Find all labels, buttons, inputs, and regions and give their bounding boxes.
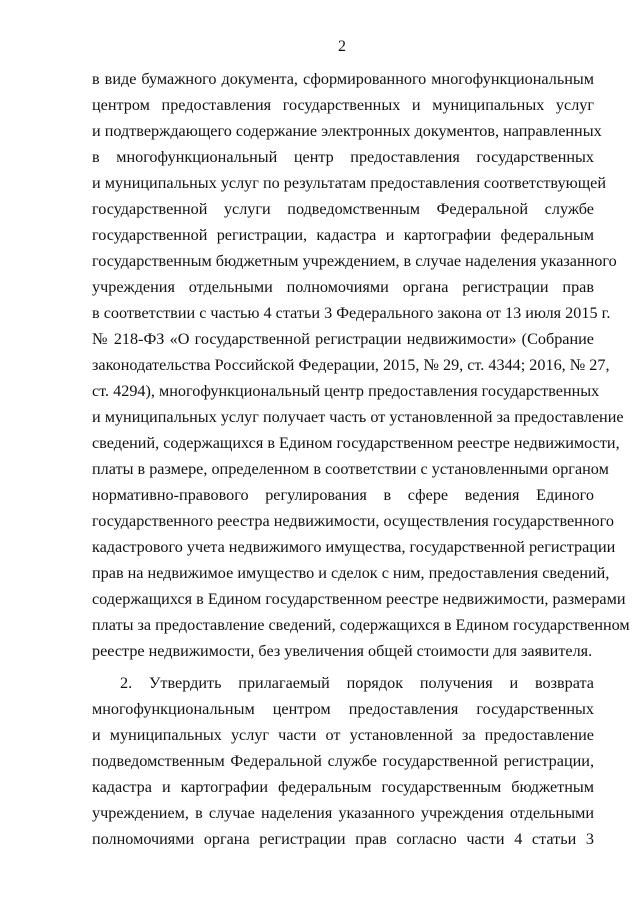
text-line: государственной услуги подведомственным Федеральной службе bbox=[92, 200, 594, 218]
text-line: в соответствии с частью 4 статьи 3 Федерального закона от 13 июля 2015 г. bbox=[92, 304, 611, 322]
text-line: № 218-ФЗ «О государственной регистрации недвижимости» (Собрание bbox=[92, 330, 594, 348]
text-line: ст. 4294), многофункциональный центр предоставления государственных bbox=[92, 382, 600, 400]
text-line: реестре недвижимости, без увеличения общей стоимости для заявителя. bbox=[92, 642, 593, 660]
text-line: подведомственным Федеральной службе государственной регистрации, bbox=[92, 752, 594, 770]
text-line: в виде бумажного документа, сформированного многофункциональным bbox=[92, 70, 594, 88]
text-line: многофункциональным центром предоставления государственных bbox=[92, 700, 594, 718]
text-line: содержащихся в Едином государственном реестре недвижимости, размерами bbox=[92, 590, 626, 608]
text-line: 2. Утвердить прилагаемый порядок получения и возврата bbox=[120, 674, 594, 692]
text-line: полномочиями органа регистрации прав согласно части 4 статьи 3 bbox=[92, 830, 594, 848]
paragraph-1 bbox=[92, 66, 630, 664]
text-line: нормативно-правового регулирования в сфере ведения Единого bbox=[92, 486, 594, 504]
text-line: кадастра и картографии федеральным государственным бюджетным bbox=[92, 778, 594, 796]
text-line: и подтверждающего содержание электронных документов, направленных bbox=[92, 122, 602, 140]
text-line: учреждением, в случае наделения указанного учреждения отдельными bbox=[92, 804, 594, 822]
text-line: кадастрового учета недвижимого имущества, государственной регистрации bbox=[92, 538, 616, 556]
text-line: сведений, содержащихся в Едином государственном реестре недвижимости, bbox=[92, 434, 620, 452]
text-line: и муниципальных услуг по результатам предоставления соответствующей bbox=[92, 174, 607, 192]
text-line: в многофункциональный центр предоставления государственных bbox=[92, 148, 594, 166]
text-line: законодательства Российской Федерации, 2015, № 29, ст. 4344; 2016, № 27, bbox=[92, 356, 610, 374]
text-line: и муниципальных услуг получает часть от установленной за предоставление bbox=[92, 408, 624, 426]
text-line: платы за предоставление сведений, содержащихся в Едином государственном bbox=[92, 616, 630, 634]
page-number: 2 bbox=[338, 38, 346, 55]
text-line: центром предоставления государственных и муниципальных услуг bbox=[92, 96, 594, 114]
text-line: учреждения отдельными полномочиями органа регистрации прав bbox=[92, 278, 594, 296]
text-line: и муниципальных услуг части от установленной за предоставление bbox=[92, 726, 594, 744]
text-line: государственного реестра недвижимости, осуществления государственного bbox=[92, 512, 614, 530]
text-line: прав на недвижимое имущество и сделок с ним, предоставления сведений, bbox=[92, 564, 610, 582]
paragraph-2 bbox=[92, 670, 594, 852]
text-line: платы в размере, определенном в соответствии с установленными органом bbox=[92, 460, 609, 478]
text-line: государственным бюджетным учреждением, в случае наделения указанного bbox=[92, 252, 617, 270]
text-line: государственной регистрации, кадастра и картографии федеральным bbox=[92, 226, 594, 244]
